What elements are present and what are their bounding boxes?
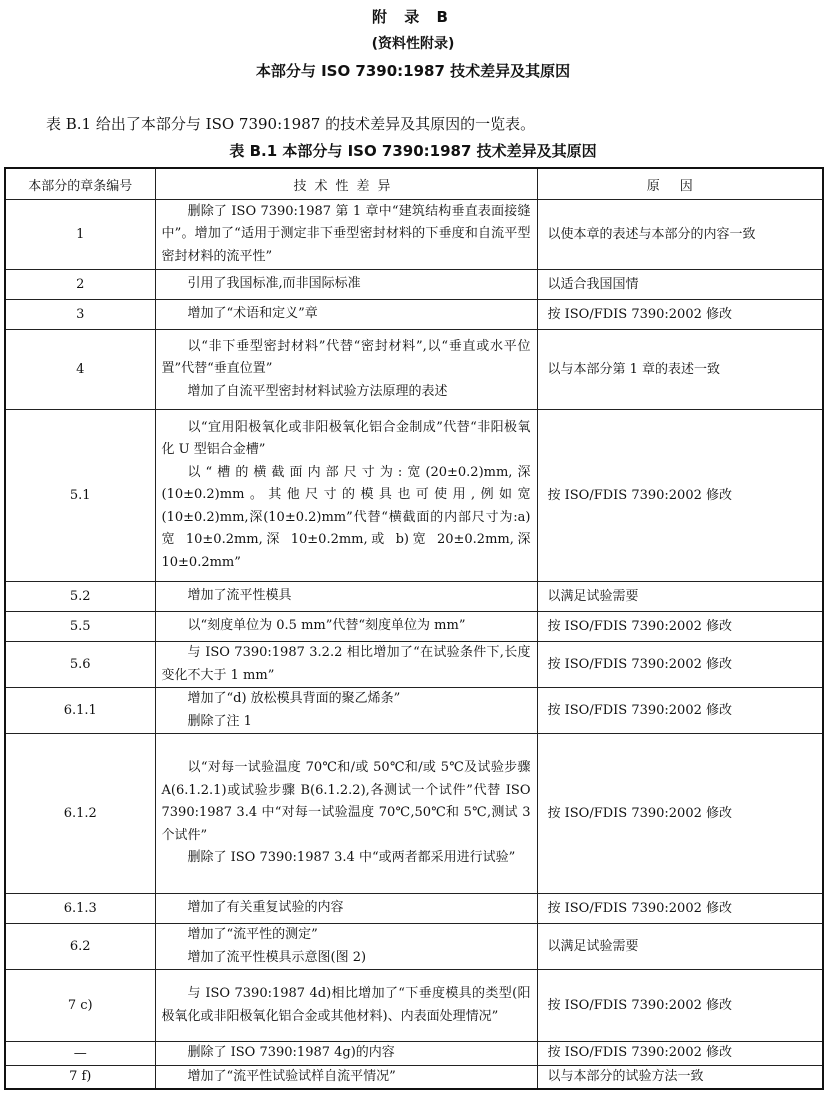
difference-cell <box>155 270 537 300</box>
clause-cell: 6.1.3 <box>5 894 155 924</box>
clause-cell: 5.5 <box>5 612 155 642</box>
table-row <box>5 734 823 894</box>
table-row <box>5 894 823 924</box>
reason-cell: 按 ISO/FDIS 7390:2002 修改 <box>537 612 823 642</box>
clause-cell: 4 <box>5 330 155 410</box>
difference-cell <box>155 330 537 410</box>
reason-cell: 按 ISO/FDIS 7390:2002 修改 <box>537 300 823 330</box>
annex-heading: 本部分与 ISO 7390:1987 技术差异及其原因 <box>255 62 571 80</box>
reason-cell: 以适合我国国情 <box>537 270 823 300</box>
difference-cell <box>155 582 537 612</box>
difference-text: 以“宜用阳极氧化或非阳极氧化铝合金制成”代替“非阳极氧化 U 型铝合金槽” <box>161 419 531 458</box>
difference-text: 以“非下垂型密封材料”代替“密封材料”,以“垂直或水平位置”代替“垂直位置” <box>161 338 531 377</box>
reason-cell: 以使本章的表述与本部分的内容一致 <box>537 200 823 270</box>
difference-text: 删除了注 1 <box>187 713 252 729</box>
differences-table <box>4 167 824 1090</box>
clause-cell: 5.6 <box>5 642 155 688</box>
table-row <box>5 582 823 612</box>
table-row <box>5 270 823 300</box>
difference-text: 以“对每一试验温度 70℃和/或 50℃和/或 5℃及试验步骤 A(6.1.2.1)或试验步骤 B(6.1.2.2),各测试一个试件”代替 ISO 7390:1987 3.4 中“对每一试验温度 70℃,50℃和 5℃,测试 3 个试件” <box>161 760 531 843</box>
table-row <box>5 642 823 688</box>
table-row <box>5 1042 823 1066</box>
reason-cell: 按 ISO/FDIS 7390:2002 修改 <box>537 410 823 582</box>
reason-cell: 按 ISO/FDIS 7390:2002 修改 <box>537 970 823 1042</box>
clause-cell: 6.2 <box>5 924 155 970</box>
difference-cell <box>155 894 537 924</box>
reason-cell: 按 ISO/FDIS 7390:2002 修改 <box>537 894 823 924</box>
table-caption: 表 B.1 本部分与 ISO 7390:1987 技术差异及其原因 <box>229 142 597 160</box>
difference-text: 增加了有关重复试验的内容 <box>187 900 344 916</box>
difference-text: 增加了流平性模具示意图(图 2) <box>187 949 367 965</box>
table-row <box>5 688 823 734</box>
difference-cell <box>155 1042 537 1066</box>
difference-text: 增加了“流平性的测定” <box>187 927 318 942</box>
clause-cell: 6.1.1 <box>5 688 155 734</box>
reason-cell: 按 ISO/FDIS 7390:2002 修改 <box>537 642 823 688</box>
table-row <box>5 612 823 642</box>
clause-cell: 5.2 <box>5 582 155 612</box>
difference-text: 删除了 ISO 7390:1987 3.4 中“或两者都采用进行试验” <box>187 850 516 866</box>
difference-text: 增加了“d) 放松模具背面的聚乙烯条” <box>187 691 401 706</box>
reason-cell: 以与本部分第 1 章的表述一致 <box>537 330 823 410</box>
difference-cell <box>155 300 537 330</box>
clause-cell: 5.1 <box>5 410 155 582</box>
clause-cell: 7 f) <box>5 1065 155 1089</box>
reason-cell: 按 ISO/FDIS 7390:2002 修改 <box>537 734 823 894</box>
difference-text: 以“刻度单位为 0.5 mm”代替“刻度单位为 mm” <box>187 618 466 634</box>
header-clause: 本部分的章条编号 <box>5 168 155 200</box>
difference-cell <box>155 642 537 688</box>
difference-text: 增加了“术语和定义”章 <box>187 306 318 322</box>
header-difference: 技术性差异 <box>155 168 537 200</box>
reason-cell: 以满足试验需要 <box>537 924 823 970</box>
difference-cell <box>155 410 537 582</box>
clause-cell: — <box>5 1042 155 1066</box>
intro-paragraph: 表 B.1 给出了本部分与 ISO 7390:1987 的技术差异及其原因的一览表。 <box>46 115 536 133</box>
clause-cell: 7 c) <box>5 970 155 1042</box>
clause-cell: 2 <box>5 270 155 300</box>
difference-text: 增加了“流平性试验试样自流平情况” <box>187 1068 396 1084</box>
difference-cell <box>155 200 537 270</box>
table-row <box>5 1065 823 1089</box>
difference-text: 删除了 ISO 7390:1987 第 1 章中“建筑结构垂直表面接缝中”。增加了“适用于测定非下垂型密封材料的下垂度和自流平型密封材料的流平性” <box>161 203 531 264</box>
difference-text: 以“槽的横截面内部尺寸为:宽(20±0.2)mm,深(10±0.2)mm。其他尺寸的模具也可使用,例如宽(10±0.2)mm,深(10±0.2)mm”代替“横截面的内部尺寸为:a)宽 10±0.2mm,深 10±0.2mm,或 b)宽 20±0.2mm,深 10±0.2mm” <box>161 464 531 570</box>
difference-cell <box>155 688 537 734</box>
table-row <box>5 970 823 1042</box>
reason-cell: 按 ISO/FDIS 7390:2002 修改 <box>537 688 823 734</box>
difference-text: 删除了 ISO 7390:1987 4g)的内容 <box>187 1045 395 1060</box>
reason-cell: 以满足试验需要 <box>537 582 823 612</box>
difference-cell <box>155 970 537 1042</box>
difference-text: 与 ISO 7390:1987 4d)相比增加了“下垂度模具的类型(阳极氧化或非阳极氧化铝合金或其他材料)、内表面处理情况” <box>161 986 531 1024</box>
difference-cell <box>155 734 537 894</box>
clause-cell: 6.1.2 <box>5 734 155 894</box>
clause-cell: 3 <box>5 300 155 330</box>
reason-cell: 以与本部分的试验方法一致 <box>537 1065 823 1089</box>
annex-subtitle: (资料性附录) <box>371 36 455 52</box>
difference-cell <box>155 612 537 642</box>
reason-cell: 按 ISO/FDIS 7390:2002 修改 <box>537 1042 823 1066</box>
difference-text: 引用了我国标准,而非国际标准 <box>187 276 361 292</box>
table-row <box>5 924 823 970</box>
table-header-row <box>5 168 823 200</box>
table-row <box>5 200 823 270</box>
difference-cell <box>155 924 537 970</box>
difference-text: 增加了流平性模具 <box>187 588 292 604</box>
table-row <box>5 410 823 582</box>
annex-title: 附 录 B <box>372 8 454 26</box>
clause-cell: 1 <box>5 200 155 270</box>
table-row <box>5 300 823 330</box>
table-row <box>5 330 823 410</box>
difference-text: 增加了自流平型密封材料试验方法原理的表述 <box>187 383 448 399</box>
difference-cell <box>155 1065 537 1089</box>
header-reason: 原因 <box>537 168 823 200</box>
difference-text: 与 ISO 7390:1987 3.2.2 相比增加了“在试验条件下,长度变化不大于 1 mm” <box>161 645 531 683</box>
